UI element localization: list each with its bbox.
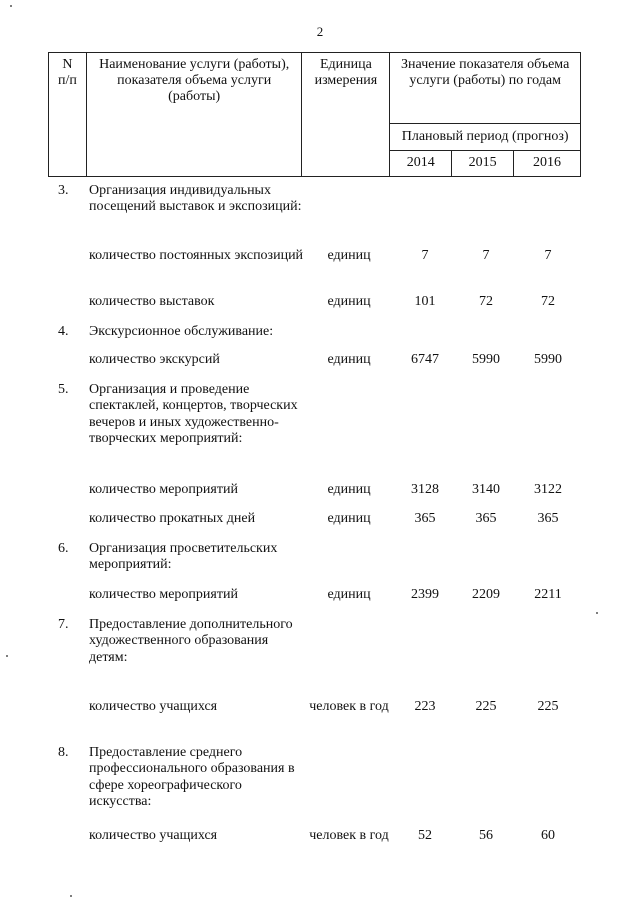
header-value: Значение показателя объема услуги (работы) по годам — [390, 53, 581, 124]
row-label: количество мероприятий — [89, 482, 238, 497]
section-number: 5. — [58, 382, 69, 397]
header-unit: Единица измерения — [302, 53, 390, 177]
row-unit: единиц — [327, 248, 371, 263]
row-label: количество учащихся — [89, 828, 218, 843]
header-period: Плановый период (прогноз) — [390, 124, 581, 151]
row-value: 5990 — [472, 352, 500, 367]
row-value: 101 — [414, 294, 436, 309]
row-value: 7 — [482, 248, 490, 263]
section-number: 3. — [58, 183, 69, 198]
section-title: Организация просветительских мероприятий: — [89, 541, 278, 573]
table-header — [48, 52, 581, 177]
row-label: количество мероприятий — [89, 587, 238, 602]
row-value: 52 — [418, 828, 432, 843]
row-label: количество учащихся — [89, 699, 218, 714]
row-value: 365 — [475, 511, 497, 526]
row-unit: единиц — [327, 482, 371, 497]
row-label: количество экскурсий — [89, 352, 220, 367]
header-num: N п/п — [49, 53, 87, 177]
row-value: 223 — [414, 699, 436, 714]
row-label: количество постоянных экспозиций — [89, 248, 304, 263]
row-value: 5990 — [534, 352, 562, 367]
scan-speck — [10, 5, 12, 7]
row-label: количество выставок — [89, 294, 215, 309]
row-value: 365 — [537, 511, 559, 526]
row-unit: человек в год — [309, 699, 389, 714]
section-title: Экскурсионное обслуживание: — [89, 324, 274, 339]
row-unit: единиц — [327, 352, 371, 367]
row-value: 3122 — [534, 482, 562, 497]
header-year: 2014 — [390, 151, 452, 177]
row-value: 7 — [421, 248, 429, 263]
row-value: 225 — [475, 699, 497, 714]
row-value: 225 — [537, 699, 559, 714]
section-number: 8. — [58, 745, 69, 760]
scan-speck — [6, 655, 8, 657]
row-label: количество прокатных дней — [89, 511, 256, 526]
row-value: 2209 — [472, 587, 500, 602]
row-value: 2399 — [411, 587, 439, 602]
row-value: 72 — [541, 294, 555, 309]
row-value: 60 — [541, 828, 555, 843]
section-number: 4. — [58, 324, 69, 339]
row-value: 6747 — [411, 352, 439, 367]
row-unit: единиц — [327, 294, 371, 309]
row-unit: человек в год — [309, 828, 389, 843]
header-name: Наименование услуги (работы), показателя объема услуги (работы) — [86, 53, 302, 177]
row-unit: единиц — [327, 511, 371, 526]
page-number: 2 — [316, 24, 324, 39]
row-value: 7 — [544, 248, 552, 263]
section-number: 7. — [58, 617, 69, 632]
section-title: Предоставление дополнительного художественного образования детям: — [89, 617, 293, 665]
row-value: 3140 — [472, 482, 500, 497]
row-value: 56 — [479, 828, 493, 843]
section-title: Организация и проведение спектаклей, концертов, творческих вечеров и иных художественно-творческих мероприятий: — [89, 382, 298, 447]
header-year: 2015 — [452, 151, 514, 177]
section-title: Предоставление среднего профессионального образования в сфере хореографического искусства: — [89, 745, 295, 810]
row-unit: единиц — [327, 587, 371, 602]
row-value: 2211 — [534, 587, 562, 602]
section-number: 6. — [58, 541, 69, 556]
row-value: 72 — [479, 294, 493, 309]
scan-speck — [596, 612, 598, 614]
row-value: 3128 — [411, 482, 439, 497]
row-value: 365 — [414, 511, 436, 526]
scan-speck — [70, 895, 72, 897]
header-year: 2016 — [514, 151, 581, 177]
section-title: Организация индивидуальных посещений выставок и экспозиций: — [89, 183, 302, 215]
